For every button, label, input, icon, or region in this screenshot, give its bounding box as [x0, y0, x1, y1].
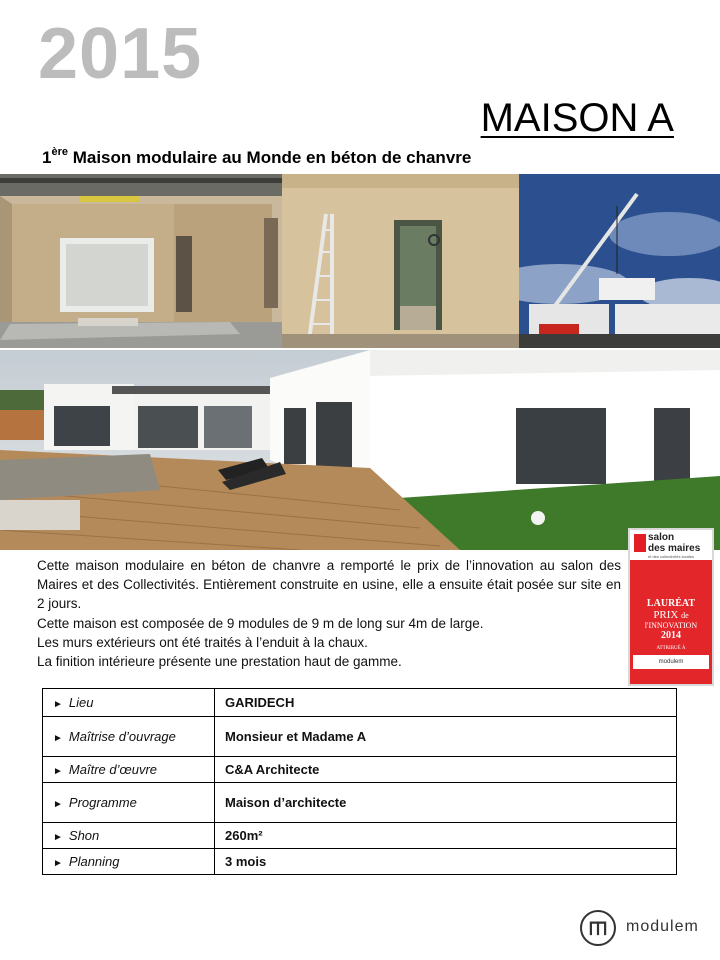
row-key: Shon [68, 828, 100, 843]
modulem-logo-icon [580, 910, 616, 946]
row-key: Planning [68, 854, 120, 869]
award-brand [630, 530, 712, 560]
row-key: Programme [68, 795, 137, 810]
award-innovation: l'INNOVATION [644, 621, 698, 630]
description-para-2: Cette maison est composée de 9 modules de 9 m de long sur 4m de large. [37, 615, 484, 631]
award-brand-line1: salon [648, 532, 675, 543]
logo-text: modulem [626, 918, 699, 935]
award-brand-line3: et des collectivités locales [648, 554, 695, 559]
row-value: 260m² [215, 823, 677, 849]
arrow-icon: ► [53, 733, 63, 744]
table-row [43, 783, 677, 823]
row-key: Maître d’œuvre [68, 762, 158, 777]
award-body [630, 560, 712, 684]
table-row [43, 689, 677, 717]
arrow-icon: ► [53, 799, 63, 810]
subtitle-sup: ère [51, 146, 68, 158]
flag-icon [634, 534, 646, 552]
photo-finished-house [0, 350, 720, 550]
award-de: de [681, 611, 689, 620]
award-laureat: LAURÉAT [646, 598, 696, 609]
arrow-icon: ► [53, 832, 63, 843]
arrow-icon: ► [53, 699, 63, 710]
row-value: 3 mois [215, 849, 677, 875]
subtitle-rest: Maison modulaire au Monde en béton de chanvre [68, 148, 472, 167]
award-badge [628, 528, 714, 686]
description-para-4: La finition intérieure présente une prestation haut de gamme. [37, 654, 402, 670]
subtitle [42, 148, 471, 168]
award-attribue: ATTRIBUÉ À [656, 646, 686, 651]
description-para-3: Les murs extérieurs ont été traités à l’enduit à la chaux. [37, 634, 368, 650]
photo-crane-installation [519, 174, 720, 348]
table-row [43, 717, 677, 757]
table-row [43, 849, 677, 875]
award-year: 2014 [661, 630, 681, 641]
photo-interior-ladder [282, 174, 519, 348]
description [37, 556, 621, 671]
year-heading: 2015 [38, 14, 203, 94]
row-value: Monsieur et Madame A [215, 717, 677, 757]
table-row [43, 823, 677, 849]
row-key: Maîtrise d’ouvrage [68, 729, 176, 744]
row-value: Maison d’architecte [215, 783, 677, 823]
modulem-logo [580, 908, 710, 948]
row-key: Lieu [68, 695, 94, 710]
arrow-icon: ► [53, 858, 63, 869]
award-brand-logo: modulem [633, 655, 709, 669]
subtitle-lead: 1 [42, 148, 52, 167]
photo-factory-interior [0, 174, 282, 348]
project-info-table [42, 688, 677, 875]
row-value: GARIDECH [215, 689, 677, 717]
arrow-icon: ► [53, 766, 63, 777]
award-prix: PRIX [653, 609, 679, 621]
table-row [43, 757, 677, 783]
page-title: MAISON A [480, 96, 674, 140]
row-value: C&A Architecte [215, 757, 677, 783]
award-brand-line2: des maires [648, 543, 701, 554]
description-para-1: Cette maison modulaire en béton de chanvre a remporté le prix de l’innovation au salon des Maires et des Collectivités. Entièrement construite en usine, elle a ensuite était posée sur site en 2 jours. [37, 558, 621, 612]
